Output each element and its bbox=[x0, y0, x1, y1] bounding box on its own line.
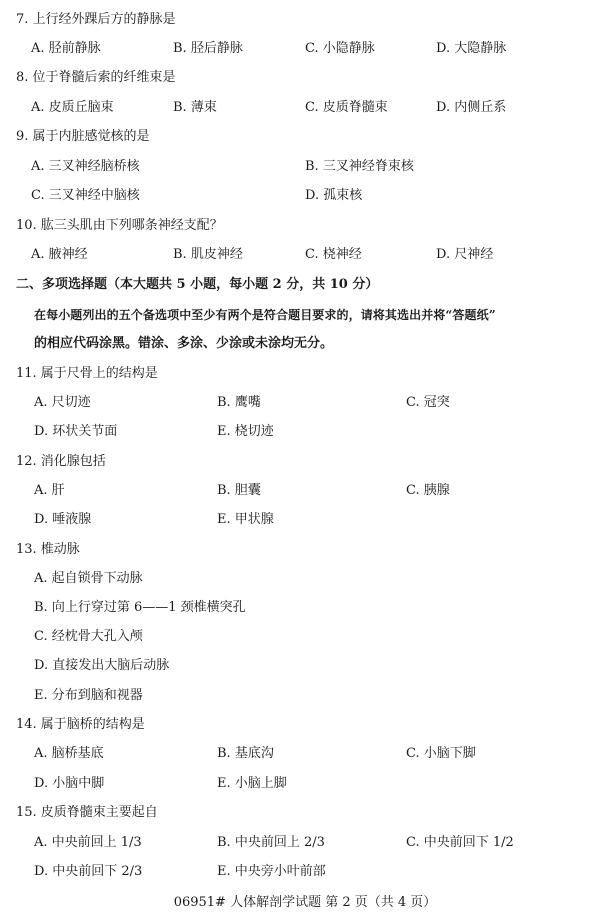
option-row bbox=[0, 481, 610, 501]
option-row bbox=[0, 510, 610, 530]
option: B. 三叉神经脊束核 bbox=[305, 159, 414, 174]
option-row bbox=[0, 686, 610, 706]
question-stem: 9. 属于内脏感觉核的是 bbox=[16, 129, 150, 144]
option: C. 经枕骨大孔入颅 bbox=[34, 629, 143, 644]
option: C. 三叉神经中脑核 bbox=[31, 188, 140, 203]
question-stem: 12. 消化腺包括 bbox=[16, 454, 106, 469]
question-stem: 11. 属于尺骨上的结构是 bbox=[16, 366, 158, 381]
option-row bbox=[0, 393, 610, 413]
option: D. 直接发出大脑后动脉 bbox=[34, 658, 170, 673]
option: A. 起自锁骨下动脉 bbox=[34, 571, 143, 586]
option-row bbox=[0, 98, 610, 118]
option: A. 中央前回上 1/3 bbox=[34, 835, 142, 850]
option: A. 皮质丘脑束 bbox=[31, 100, 114, 115]
option-row bbox=[0, 774, 610, 794]
option-row bbox=[0, 833, 610, 853]
option: D. 大隐静脉 bbox=[436, 41, 507, 56]
option: E. 分布到脑和视器 bbox=[34, 688, 143, 703]
option: E. 中央旁小叶前部 bbox=[217, 864, 326, 879]
option: D. 孤束核 bbox=[305, 188, 363, 203]
option: A. 肝 bbox=[34, 483, 65, 498]
option: A. 腋神经 bbox=[31, 247, 88, 262]
option: B. 肌皮神经 bbox=[173, 247, 243, 262]
page-footer: 06951# 人体解剖学试题 第 2 页（共 4 页） bbox=[173, 895, 437, 910]
option-row bbox=[0, 569, 610, 589]
option: A. 胫前静脉 bbox=[31, 41, 101, 56]
option: B. 鹰嘴 bbox=[217, 395, 261, 410]
option: B. 胫后静脉 bbox=[173, 41, 243, 56]
option: A. 脑桥基底 bbox=[34, 746, 104, 761]
question-stem: 15. 皮质脊髓束主要起自 bbox=[16, 805, 158, 820]
option-row bbox=[0, 245, 610, 265]
option: B. 胆囊 bbox=[217, 483, 261, 498]
question-stem: 8. 位于脊髓后索的纤维束是 bbox=[16, 70, 176, 85]
option: A. 尺切迹 bbox=[34, 395, 91, 410]
option-row bbox=[0, 656, 610, 676]
option-row bbox=[0, 744, 610, 764]
question-stem: 10. 肱三头肌由下列哪条神经支配？ bbox=[16, 218, 223, 233]
option: C. 小脑下脚 bbox=[406, 746, 476, 761]
section-instruction: 的相应代码涂黑。错涂、多涂、少涂或未涂均无分。 bbox=[34, 336, 334, 351]
option-row bbox=[0, 39, 610, 59]
option: D. 环状关节面 bbox=[34, 424, 118, 439]
option-row bbox=[0, 157, 610, 177]
option-row bbox=[0, 186, 610, 206]
question-stem: 13. 椎动脉 bbox=[16, 542, 80, 557]
option: D. 尺神经 bbox=[436, 247, 494, 262]
option: C. 小隐静脉 bbox=[305, 41, 375, 56]
option: B. 薄束 bbox=[173, 100, 217, 115]
section-title: 二、多项选择题（本大题共 5 小题，每小题 2 分，共 10 分） bbox=[16, 277, 379, 292]
option: C. 胰腺 bbox=[406, 483, 450, 498]
option: B. 中央前回上 2/3 bbox=[217, 835, 325, 850]
option-row bbox=[0, 422, 610, 442]
option-row bbox=[0, 598, 610, 618]
option: D. 中央前回下 2/3 bbox=[34, 864, 143, 879]
option: D. 小脑中脚 bbox=[34, 776, 105, 791]
option: A. 三叉神经脑桥核 bbox=[31, 159, 140, 174]
option: D. 唾液腺 bbox=[34, 512, 92, 527]
section-instruction: 在每小题列出的五个备选项中至少有两个是符合题目要求的，请将其选出并将“答题纸” bbox=[34, 308, 496, 322]
question-stem: 7. 上行经外踝后方的静脉是 bbox=[16, 12, 176, 27]
option: B. 基底沟 bbox=[217, 746, 274, 761]
option: E. 小脑上脚 bbox=[217, 776, 287, 791]
option: E. 桡切迹 bbox=[217, 424, 274, 439]
option: B. 向上行穿过第 6——1 颈椎横突孔 bbox=[34, 600, 246, 615]
option: E. 甲状腺 bbox=[217, 512, 274, 527]
option: C. 桡神经 bbox=[305, 247, 362, 262]
option: C. 冠突 bbox=[406, 395, 450, 410]
option-row bbox=[0, 862, 610, 882]
option: C. 皮质脊髓束 bbox=[305, 100, 388, 115]
question-stem: 14. 属于脑桥的结构是 bbox=[16, 717, 145, 732]
option: C. 中央前回下 1/2 bbox=[406, 835, 514, 850]
option: D. 内侧丘系 bbox=[436, 100, 507, 115]
option-row bbox=[0, 627, 610, 647]
